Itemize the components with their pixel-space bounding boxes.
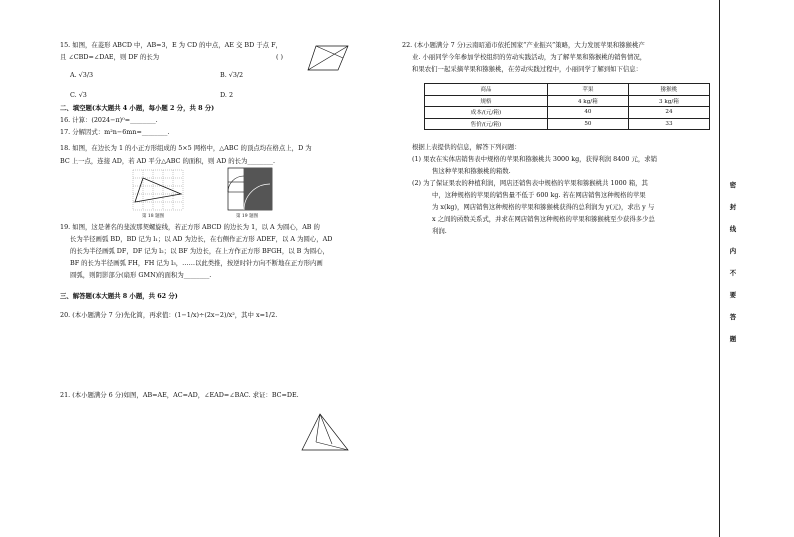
- table-header-cell: 猕猴桃: [628, 84, 709, 96]
- seal-char: 题: [729, 335, 737, 343]
- seal-char: 封: [729, 203, 737, 211]
- q22-part1-line1: (1) 果农在实体店销售表中规格的苹果和猕猴桃共 3000 kg，获得利润 8400 元，求销: [412, 155, 658, 163]
- table-row: [425, 95, 710, 107]
- seal-char: 答: [729, 313, 737, 321]
- fig19-caption: 第 19 题图: [236, 214, 259, 219]
- q22-table: [424, 83, 710, 130]
- q22-part2-line5: 利润.: [432, 227, 447, 235]
- q22-intro-1: 22. (本小题满分 7 分)云南昭通市依托国家“产业振兴”策略，大力发展苹果和猕猴桃产: [402, 41, 645, 49]
- fig18-caption: 第 18 题图: [142, 214, 165, 219]
- section2-heading: 二、填空题(本大题共 4 小题，每小题 2 分，共 8 分): [60, 104, 215, 112]
- q19-line3: 的长为半径画弧 DF，DF 记为 l₂；以 BF 为边长，在上方作正方形 BFGH，以 B 为圆心，: [70, 247, 329, 255]
- q22-intro-3: 和果农们一起采摘苹果和猕猴桃，在劳动实践过程中，小丽同学了解到如下信息：: [412, 65, 643, 73]
- q21-triangle-figure: [300, 412, 350, 452]
- fig19-spiral: [228, 168, 274, 212]
- q16-text: 16. 计算：(2024−π)⁰=________.: [60, 116, 158, 124]
- q19-line2: 长为半径画弧 BD，BD 记为 l₁；以 AD 为边长，在右侧作正方形 ADEF，以 A 为圆心，AD: [70, 235, 333, 243]
- q15-option-a: A. √3/3: [70, 71, 94, 79]
- q22-part2-line1: (2) 为了保证果农的种植利润，网店还销售表中规格的苹果和猕猴桃共 1000 箱，其: [412, 179, 648, 187]
- q22-intro-2: 业. 小丽同学今年参加学校组织的劳动实践活动，为了解苹果和猕猴桃的销售情况，: [412, 53, 647, 61]
- seal-char: 内: [729, 247, 737, 255]
- q15-line1: 15. 如图，在菱形 ABCD 中，AB=3，E 为 CD 的中点，AE 交 BD 于点 F，: [60, 41, 282, 49]
- q21-text: 21. (本小题满分 6 分)如图，AB=AE，AC=AD，∠EAD=∠BAC. 求证：BC=DE.: [60, 391, 299, 399]
- q22-part2-line4: x 之间的函数关系式，并求在网店销售这种规格的苹果和猕猴桃至少获得多少总: [432, 215, 655, 223]
- table-cell: 3 kg/箱: [628, 95, 709, 107]
- q15-line2: 且 ∠CBD=∠DAE，则 DF 的长为: [60, 53, 160, 61]
- table-cell: 24: [628, 107, 709, 119]
- binding-line: [719, 0, 720, 537]
- q15-answer-paren: ( ): [276, 53, 284, 61]
- table-cell: 50: [547, 118, 628, 130]
- q20-text: 20. (本小题满分 7 分)先化简，再求值：(1−1/x)÷(2x−2)/x²，其中 x=1/2.: [60, 311, 278, 319]
- q15-option-b: B. √3/2: [220, 71, 244, 79]
- q18-line2: BC 上一点，连接 AD，若 AD 平分△ABC 的面积，则 AD 的长为________.: [60, 157, 275, 165]
- table-cell: 4 kg/箱: [547, 95, 628, 107]
- seal-char: 要: [729, 291, 737, 299]
- table-cell: 40: [547, 107, 628, 119]
- q22-part2-line2: 中，这种规格的苹果的销售量不低于 600 kg. 若在网店销售这种规格的苹果: [432, 191, 646, 199]
- table-header-cell: 商品: [425, 84, 548, 96]
- q15-option-c: C. √3: [70, 91, 87, 99]
- q22-part1-line2: 售这种苹果和猕猴桃的箱数.: [432, 167, 511, 175]
- fig18-grid: [133, 170, 183, 210]
- seal-char: 不: [729, 269, 737, 277]
- table-cell: 售价/(元/箱): [425, 118, 548, 130]
- seal-char: 密: [729, 181, 737, 189]
- table-header-cell: 苹果: [547, 84, 628, 96]
- seal-char: 线: [729, 225, 737, 233]
- table-cell: 成本/(元/箱): [425, 107, 548, 119]
- q17-text: 17. 分解因式：m²n−6mn=________.: [60, 128, 170, 136]
- q19-line4: BF 的长为半径画弧 FH，FH 记为 l₃，……以此类推，按逆时针方向不断地在正方形内画: [70, 259, 323, 267]
- seal-line-text: [728, 180, 738, 356]
- q18-line1: 18. 如图，在边长为 1 的小正方形组成的 5×5 网格中，△ABC 的顶点均在格点上，D 为: [60, 144, 312, 152]
- table-row: [425, 107, 710, 119]
- q22-part2-line3: 为 x(kg)，网店销售这种规格的苹果和猕猴桃获得的总利润为 y(元)，求出 y 与: [432, 203, 655, 211]
- table-cell: 规格: [425, 95, 548, 107]
- q19-line5: 圆弧，则阴影部分(扇形 GMN)的面积为________.: [70, 271, 212, 279]
- table-row: [425, 118, 710, 130]
- table-cell: 33: [628, 118, 709, 130]
- q19-line1: 19. 如图，这是著名的斐波那契螺旋线，若正方形 ABCD 的边长为 1，以 A 为圆心，AB 的: [60, 223, 320, 231]
- q22-after-table: 根据上表提供的信息，解答下列问题：: [412, 143, 521, 151]
- table-row: [425, 84, 710, 96]
- q15-rhombus-figure: [308, 42, 358, 74]
- q15-option-d: D. 2: [220, 91, 234, 99]
- section3-heading: 三、解答题(本大题共 8 小题，共 62 分): [60, 292, 178, 300]
